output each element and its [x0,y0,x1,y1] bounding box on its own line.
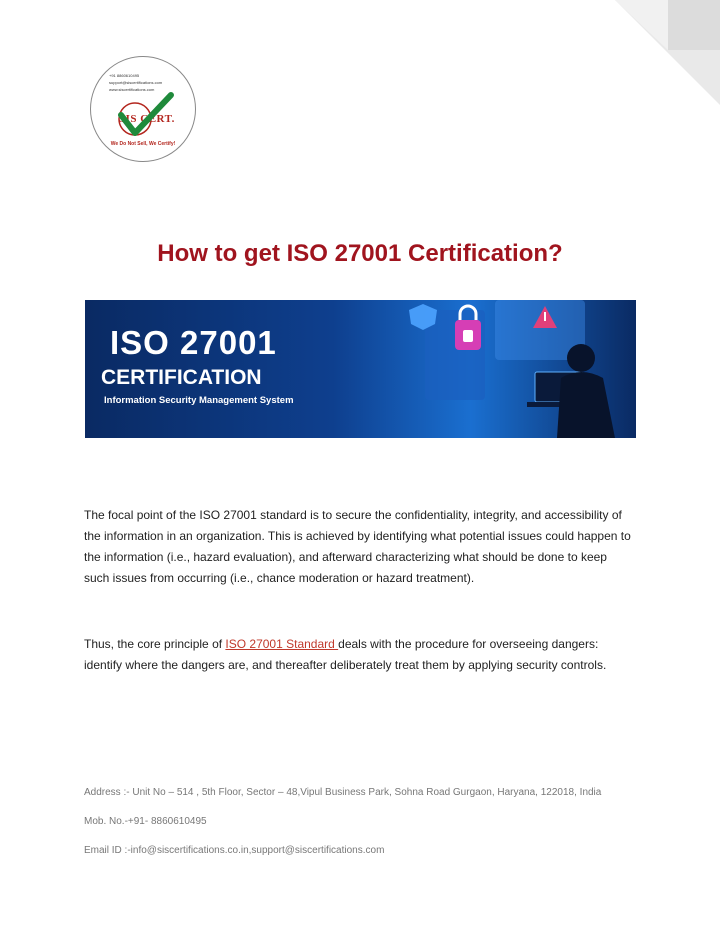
footer-address: Address :- Unit No – 514 , 5th Floor, Sector – 48,Vipul Business Park, Sohna Road Gurgaon, Haryana, 122018, India [84,787,602,798]
paragraph-text: Thus, the core principle of [84,637,226,651]
paragraph-text: deals with the procedure for overseeing dangers: identify where the dangers are, and thereafter deliberately treat them by applying security controls. [84,637,607,672]
paragraph-iso-focus: The focal point of the ISO 27001 standard is to secure the confidentiality, integrity, and accessibility of the information in an organization. This is achieved by identifying what potential issues could happen to the information (i.e., hazard evaluation), and afterward characterizing what should be done to keep such issues from occurring (i.e., chance moderation or hazard treatment). [84,508,631,585]
page-corner-decoration [600,0,720,110]
company-logo [90,56,196,162]
iso-27001-standard-link[interactable]: ISO 27001 Standard [225,637,339,651]
footer-mobile: Mob. No.-+91- 8860610495 [84,816,207,827]
iso-banner [85,300,636,438]
logo-email: support@siscertifications.com [109,80,163,85]
footer-email: Email ID :-info@siscertifications.co.in,support@siscertifications.com [84,845,385,856]
logo-phone: +91 8860610495 [109,73,140,78]
page-title: How to get ISO 27001 Certification? [157,240,563,267]
banner-subheading: CERTIFICATION [101,366,262,389]
logo-tagline: We Do Not Sell, We Certify! [110,141,176,147]
logo-brand: SIS CERT. [119,113,175,125]
paragraph-core-principle [84,634,634,676]
banner-caption: Information Security Management System [104,395,294,406]
checkmark-icon [113,89,177,139]
banner-illustration [385,300,636,438]
logo-website: www.siscertifications.com [109,87,155,92]
banner-heading: ISO 27001 [110,324,277,361]
